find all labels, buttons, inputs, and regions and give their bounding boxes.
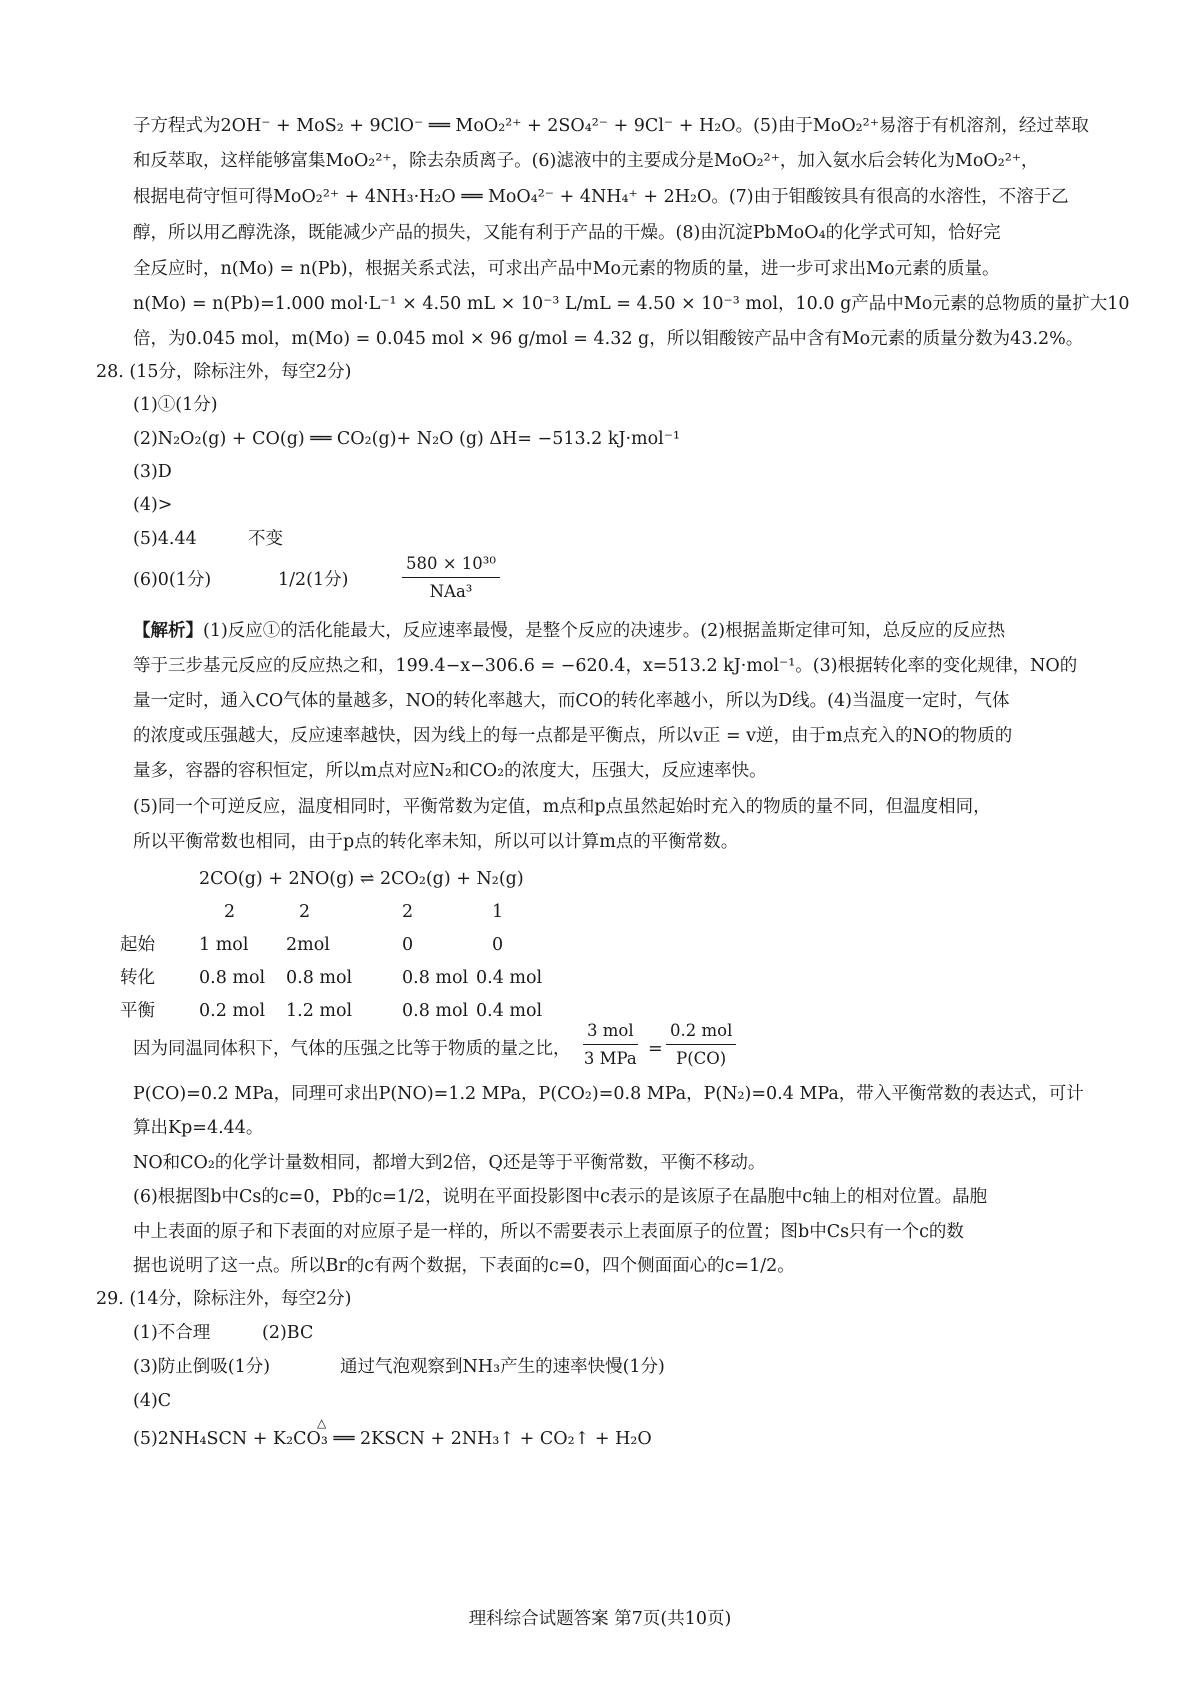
q27-line-5: 全反应时，n(Mo) = n(Pb)，根据关系式法，可求出产品中Mo元素的物质的量，进一步可求出Mo元素的质量。 (133, 259, 1000, 279)
q28-after-6: 据也说明了这一点。所以Br的c有两个数据，下表面的c=0，四个侧面面心的c=1/2。 (133, 1256, 795, 1276)
row-change-co2: 0.8 mol (402, 968, 469, 988)
row-change-label: 转化 (120, 968, 155, 988)
row-equilibrium-no: 1.2 mol (286, 1001, 353, 1021)
coef-n2: 1 (492, 902, 504, 922)
ratio-fraction-1-denominator: 3 MPa (583, 1048, 637, 1068)
q27-line-7: 倍，为0.045 mol，m(Mo) = 0.045 mol × 96 g/mol = 4.32 g，所以钼酸铵产品中含有Mo元素的质量分数为43.2%。 (133, 329, 1084, 349)
q28-after-2: 算出Kp=4.44。 (133, 1118, 264, 1138)
q29-answer-3b: 通过气泡观察到NH₃产生的速率快慢(1分) (340, 1357, 665, 1377)
row-equilibrium-label: 平衡 (120, 1001, 155, 1021)
pressure-ratio-text: 因为同温同体积下，气体的压强之比等于物质的量之比， (133, 1039, 571, 1059)
heating-condition: △ (317, 1416, 327, 1430)
q29-answer-5: (5)2NH₄SCN + K₂CO₃ ══ 2KSCN + 2NH₃↑ + CO₂↑ + H₂O (133, 1429, 652, 1449)
ratio-fraction-1 (583, 1023, 638, 1067)
q27-line-2: 和反萃取，这样能够富集MoO₂²⁺，除去杂质离子。(6)滤液中的主要成分是MoO₂²⁺，加入氨水后会转化为MoO₂²⁺， (133, 151, 1039, 171)
q27-line-4: 醇，所以用乙醇洗涤，既能减少产品的损失，又能有利于产品的干燥。(8)由沉淀PbMoO₄的化学式可知，恰好完 (133, 223, 1001, 243)
q28-answer-5b: 不变 (248, 529, 283, 549)
q28-after-4: (6)根据图b中Cs的c=0，Pb的c=1/2，说明在平面投影图中c表示的是该原子在晶胞中c轴上的相对位置。晶胞 (133, 1187, 988, 1207)
equilibrium-equation: 2CO(g) + 2NO(g) ⇌ 2CO₂(g) + N₂(g) (199, 869, 524, 889)
q28-answer-6b: 1/2(1分) (278, 570, 349, 590)
q29-answer-4: (4)C (133, 1391, 172, 1411)
q27-line-1: 子方程式为2OH⁻ + MoS₂ + 9ClO⁻ ══ MoO₂²⁺ + 2SO₄²⁻ + 9Cl⁻ + H₂O。(5)由于MoO₂²⁺易溶于有机溶剂，经过萃取 (133, 116, 1089, 136)
fraction-denominator: NAa³ (429, 581, 473, 601)
ratio-equals: = (648, 1039, 663, 1059)
ratio-fraction-2 (666, 1023, 736, 1067)
row-initial-label: 起始 (120, 935, 155, 955)
q28-analysis-5: 量多，容器的容积恒定，所以m点对应N₂和CO₂的浓度大，压强大，反应速率快。 (133, 761, 767, 781)
q28-analysis-3: 量一定时，通入CO气体的量越多，NO的转化率越大，而CO的转化率越小，所以为D线。(4)当温度一定时，气体 (133, 691, 1010, 711)
analysis-text-1: (1)反应①的活化能最大，反应速率最慢，是整个反应的决速步。(2)根据盖斯定律可知，总反应的反应热 (203, 621, 1006, 641)
row-initial-co2: 0 (402, 935, 414, 955)
q28-analysis-4: 的浓度或压强越大，反应速率越快，因为线上的每一点都是平衡点，所以v正 = v逆，由于m点充入的NO的物质的 (133, 726, 1013, 746)
q27-line-6: n(Mo) = n(Pb)=1.000 mol·L⁻¹ × 4.50 mL × 10⁻³ L/mL = 4.50 × 10⁻³ mol，10.0 g产品中Mo元素的总物质的量扩大10 (133, 294, 1130, 314)
row-change-n2: 0.4 mol (476, 968, 543, 988)
ratio-fraction-2-numerator: 0.2 mol (666, 1023, 736, 1045)
q29-answer-3: (3)防止倒吸(1分) (133, 1357, 271, 1377)
q27-line-3: 根据电荷守恒可得MoO₂²⁺ + 4NH₃·H₂O ══ MoO₄²⁻ + 4NH₄⁺ + 2H₂O。(7)由于钼酸铵具有很高的水溶性，不溶于乙 (133, 187, 1069, 207)
q28-answer-2: (2)N₂O₂(g) + CO(g) ══ CO₂(g)+ N₂O (g) ΔH= −513.2 kJ·mol⁻¹ (133, 429, 681, 449)
q28-after-3: NO和CO₂的化学计量数相同，都增大到2倍，Q还是等于平衡常数，平衡不移动。 (133, 1153, 766, 1173)
q29-answer-1: (1)不合理 (133, 1323, 211, 1343)
q29-header: 29. (14分，除标注外，每空2分) (96, 1289, 352, 1309)
q28-after-1: P(CO)=0.2 MPa，同理可求出P(NO)=1.2 MPa，P(CO₂)=0.8 MPa，P(N₂)=0.4 MPa，带入平衡常数的表达式，可计 (133, 1084, 1084, 1104)
q28-header: 28. (15分，除标注外，每空2分) (96, 362, 352, 382)
row-equilibrium-co2: 0.8 mol (402, 1001, 469, 1021)
coef-co: 2 (224, 902, 236, 922)
row-equilibrium-co: 0.2 mol (199, 1001, 266, 1021)
row-initial-no: 2mol (286, 935, 330, 955)
row-initial-n2: 0 (492, 935, 504, 955)
q28-analysis-1 (133, 623, 1005, 641)
q28-answer-6a: (6)0(1分) (133, 570, 212, 590)
q28-answer-5: (5)4.44 (133, 529, 197, 549)
analysis-label: 【解析】 (133, 621, 203, 641)
row-equilibrium-n2: 0.4 mol (476, 1001, 543, 1021)
q28-analysis-2: 等于三步基元反应的反应热之和，199.4−x−306.6 = −620.4，x=513.2 kJ·mol⁻¹。(3)根据转化率的变化规律，NO的 (133, 656, 1078, 676)
ratio-fraction-1-numerator: 3 mol (583, 1023, 638, 1045)
q28-answer-3: (3)D (133, 462, 172, 482)
q28-answer-1: (1)①(1分) (133, 395, 218, 415)
row-initial-co: 1 mol (199, 935, 249, 955)
q28-after-5: 中上表面的原子和下表面的对应原子是一样的，所以不需要表示上表面原子的位置；图b中Cs只有一个c的数 (133, 1222, 964, 1242)
row-change-no: 0.8 mol (286, 968, 353, 988)
q29-answer-2: (2)BC (262, 1323, 314, 1343)
ratio-fraction-2-denominator: P(CO) (676, 1048, 727, 1068)
coef-no: 2 (299, 902, 311, 922)
q28-analysis-6: (5)同一个可逆反应，温度相同时，平衡常数为定值，m点和p点虽然起始时充入的物质的量不同，但温度相同， (133, 797, 991, 817)
page-footer: 理科综合试题答案 第7页(共10页) (468, 1609, 732, 1629)
coef-co2: 2 (402, 902, 414, 922)
row-change-co: 0.8 mol (199, 968, 266, 988)
q28-answer-4: (4)> (133, 495, 173, 515)
q28-analysis-7: 所以平衡常数也相同，由于p点的转化率未知，所以可以计算m点的平衡常数。 (133, 832, 739, 852)
q28-answer-6-fraction (402, 556, 500, 600)
fraction-numerator: 580 × 10³⁰ (402, 556, 500, 578)
